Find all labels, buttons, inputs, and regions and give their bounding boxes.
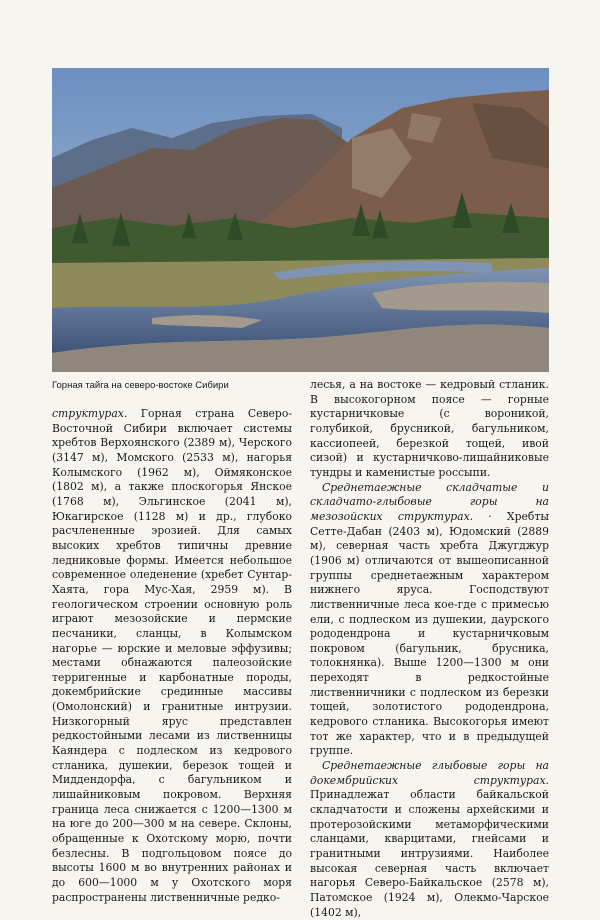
photo-caption: Горная тайга на северо-востоке Сибири — [52, 380, 229, 391]
paragraph: лесья, а на востоке — кедровый стланик. В высокогорном поясе — горные кустарничковые (с вороникой, голубикой, брусникой, багульником, кассиопеей, березкой тощей, ивой сизой) и кустарничково-лишайниковые тундры и каменистые россыпи. — [310, 378, 549, 479]
paragraph-heading: Среднетаежные складчатые и складчато-глыбовые горы на мезозойских структурах. — [310, 480, 549, 523]
paragraph-heading: структурах. — [52, 407, 128, 420]
paragraph — [52, 407, 292, 905]
paragraph-body: Горная страна Северо-Восточной Сибири включает системы хребтов Верхоянского (2389 м), Черского (3147 м), Момского (2533 м), нагорья Колымского (1962 м), Оймяконское (1802 м), а также плоскогорья Янское (1768 м), Эльгинское (2041 м), Юкагирское (1128 м) и др., глубоко расчлененные эрозией. Для самых высоких хребтов типичны древние ледниковые формы. Имеется небольшое современное оледенение (хребет Сунтар-Хаята, гора Мус-Хая, 2959 м). В геологическом строении основную роль играют мезозойские и пермские песчаники, сланцы, в Колымском нагорье — юрские и меловые эффузивы; местами обнажаются палеозойские терригенные и карбонатные породы, докембрийские срединные массивы (Омолонский) и гранитные интрузии. Низкогорный ярус представлен редкостойными лесами из лиственницы Каяндера с подлеском из кедрового стланика, душекии, березок тощей и Миддендорфа, с багульником и лишайниковым покровом. Верхняя граница леса снижается с 1200—1300 м на юге до 200—300 м на севере. Склоны, обращенные к Охотскому морю, почти безлесны. В подгольцовом поясе до высоты 1600 м во внутренних районах и до 600—1000 м у Охотского моря распространены лиственничные редко- — [52, 407, 292, 904]
left-text-column — [52, 407, 292, 905]
paragraph-body: · Хребты Сетте-Дабан (2403 м), Юдомский (2889 м), северная часть хребта Джугджур (1906 м) отличаются от вышеописанной группы среднетаежным характером нижнего яруса. Господствуют лиственничные леса кое-где с примесью ели, с подлеском из душекии, даурского рододендрона и кустарничковым покровом (багульник, брусника, толокнянка). Выше 1200—1300 м они переходят в редкостойные лиственничники с подлеском из березки тощей, золотистого рододендрона, кедрового стланика. Высокогорья имеют тот же характер, что и в предыдущей группе. — [310, 509, 549, 758]
paragraph — [310, 481, 549, 759]
paragraph-heading: Среднетаежные глыбовые горы на докембрийских структурах. — [310, 759, 549, 787]
right-text-column — [310, 378, 549, 920]
mountain-taiga-photo — [52, 68, 549, 372]
paragraph — [310, 759, 549, 920]
paragraph-body: Принадлежат области байкальской складчатости и сложены архейскими и протерозойскими метаморфическими сланцами, кварцитами, гнейсами и гранитными интрузиями. Наиболее высокая северная часть включает нагорья Северо-Байкальское (2578 м), Патомское (1924 м), Олекмо-Чарское (1402 м), — [310, 788, 549, 919]
